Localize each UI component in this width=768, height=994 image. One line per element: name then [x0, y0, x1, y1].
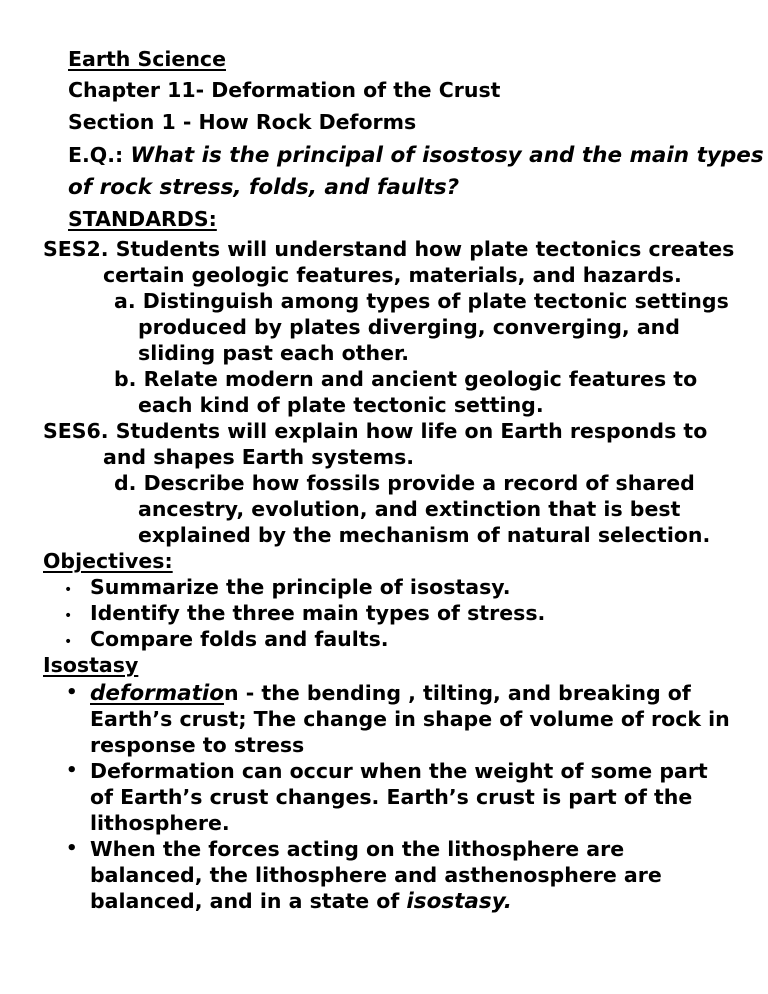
standard-ses2b-line-1: b. Relate modern and ancient geologic features to	[114, 367, 698, 391]
isostasy-bullet-1-line-1	[90, 681, 691, 707]
isostasy-term: isostasy.	[406, 889, 512, 914]
bullet-icon: •	[66, 838, 78, 859]
objectives-heading: Objectives:	[43, 549, 173, 573]
objective-item: Summarize the principle of isostasy.	[90, 575, 511, 599]
standard-ses2-line-1: SES2. Students will understand how plate tectonics creates	[43, 237, 735, 261]
essential-question-line-1	[68, 143, 764, 169]
isostasy-heading: Isostasy	[43, 653, 139, 677]
isostasy-bullet-2-line-3: lithosphere.	[90, 811, 230, 835]
isostasy-bullet-3-line-2: balanced, the lithosphere and asthenosphere are	[90, 863, 662, 887]
standard-ses2a-line-3: sliding past each other.	[138, 341, 409, 365]
bullet-icon: •	[64, 608, 73, 624]
objective-item: Compare folds and faults.	[90, 627, 389, 651]
eq-label: E.Q.:	[68, 143, 124, 167]
isostasy-bullet-3-line-1: When the forces acting on the lithosphere are	[90, 837, 625, 861]
standard-ses6-line-1: SES6. Students will explain how life on Earth responds to	[43, 419, 708, 443]
bullet-icon: •	[64, 634, 73, 650]
isostasy-bullet-2-line-2: of Earth’s crust changes. Earth’s crust is part of the	[90, 785, 693, 809]
isostasy-bullet-1-line-2: Earth’s crust; The change in shape of volume of rock in	[90, 707, 730, 731]
standard-ses2-line-2: certain geologic features, materials, and hazards.	[103, 263, 682, 287]
objective-item: Identify the three main types of stress.	[90, 601, 546, 625]
standard-ses6d-line-1: d. Describe how fossils provide a record of shared	[114, 471, 695, 495]
bullet-icon: •	[66, 682, 78, 703]
standards-heading: STANDARDS:	[68, 207, 217, 231]
subject-title: Earth Science	[68, 47, 226, 71]
bullet-icon: •	[64, 582, 73, 598]
chapter-title: Chapter 11- Deformation of the Crust	[68, 78, 501, 102]
deformation-definition: - the bending , tilting, and breaking of	[238, 681, 691, 705]
standard-ses2a-line-1: a. Distinguish among types of plate tectonic settings	[114, 289, 729, 313]
standard-ses6d-line-2: ancestry, evolution, and extinction that is best	[138, 497, 681, 521]
bullet-icon: •	[66, 760, 78, 781]
isostasy-bullet-3-line-3	[90, 889, 512, 915]
isostasy-bullet-2-line-1: Deformation can occur when the weight of some part	[90, 759, 708, 783]
standard-ses6-line-2: and shapes Earth systems.	[103, 445, 415, 469]
essential-question-line-2: of rock stress, folds, and faults?	[68, 175, 460, 200]
standard-ses6d-line-3: explained by the mechanism of natural selection.	[138, 523, 711, 547]
eq-text-1: What is the principal of isostosy and the main types	[130, 143, 764, 168]
deformation-term: deformatio	[90, 681, 225, 706]
isostasy-text: balanced, and in a state of	[90, 889, 407, 913]
isostasy-bullet-1-line-3: response to stress	[90, 733, 305, 757]
standard-ses2b-line-2: each kind of plate tectonic setting.	[138, 393, 544, 417]
standard-ses2a-line-2: produced by plates diverging, converging, and	[138, 315, 680, 339]
section-title: Section 1 - How Rock Deforms	[68, 110, 417, 134]
deformation-term-end: n	[224, 681, 239, 705]
